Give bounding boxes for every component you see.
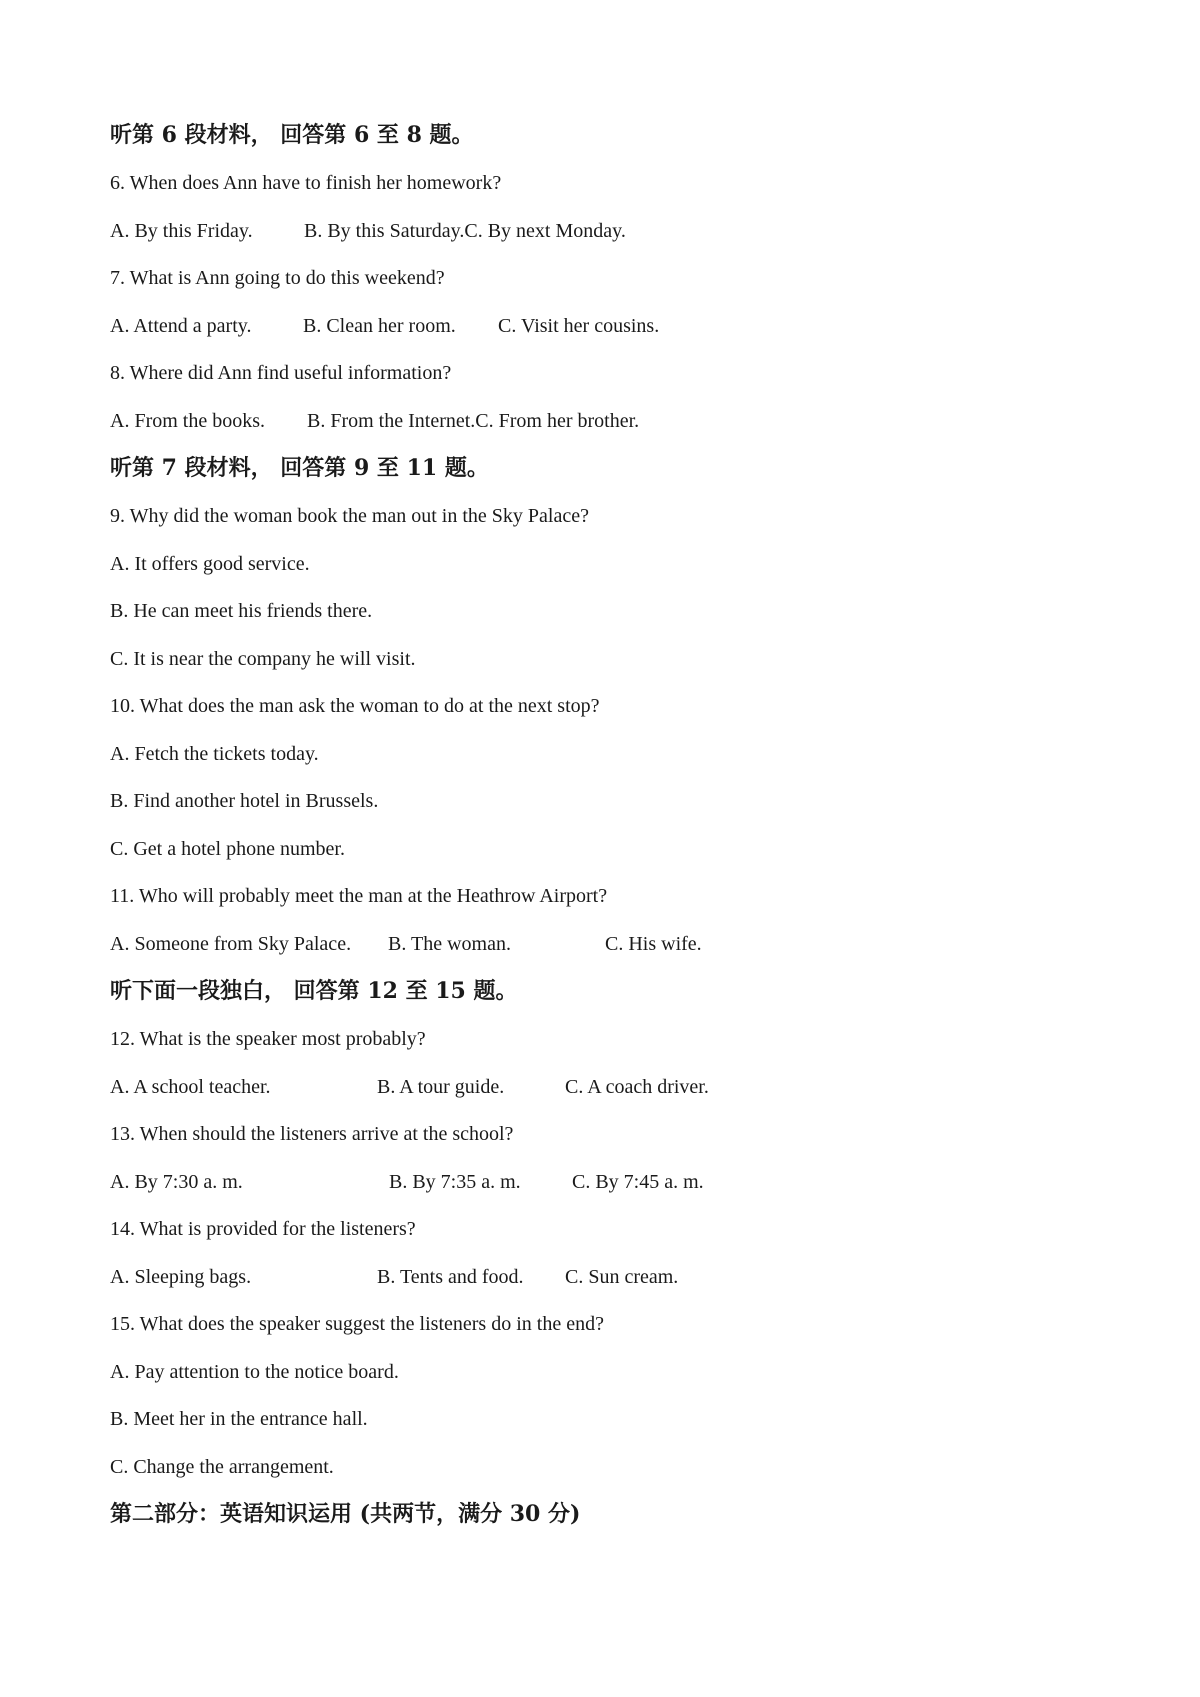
option-11-b: B. The woman.: [388, 933, 511, 955]
option-8-bc: B. From the Internet.C. From her brother.: [307, 410, 640, 432]
option-10-c: C. Get a hotel phone number.: [110, 838, 345, 860]
option-13-a: A. By 7:30 a. m.: [110, 1171, 243, 1193]
question-15: 15. What does the speaker suggest the listeners do in the end?: [110, 1313, 604, 1335]
question-14: 14. What is provided for the listeners?: [110, 1218, 416, 1240]
option-8-a: A. From the books.: [110, 410, 265, 432]
question-8-options: [110, 409, 710, 433]
option-12-a: A. A school teacher.: [110, 1076, 271, 1098]
option-9-c: C. It is near the company he will visit.: [110, 648, 416, 670]
question-9: 9. Why did the woman book the man out in the Sky Palace?: [110, 505, 589, 527]
option-11-c: C. His wife.: [605, 933, 702, 955]
option-7-a: A. Attend a party.: [110, 315, 252, 337]
question-13-options: [110, 1170, 750, 1194]
option-13-b: B. By 7:35 a. m.: [389, 1171, 521, 1193]
option-9-b: B. He can meet his friends there.: [110, 600, 373, 622]
option-7-b: B. Clean her room.: [303, 315, 456, 337]
section-heading-6: 听第 6 段材料， 回答第 6 至 8 题。: [110, 122, 474, 148]
option-6-a: A. By this Friday.: [110, 220, 253, 242]
question-12: 12. What is the speaker most probably?: [110, 1028, 426, 1050]
question-10: 10. What does the man ask the woman to do at the next stop?: [110, 695, 600, 717]
question-8: 8. Where did Ann find useful information?: [110, 362, 452, 384]
question-13: 13. When should the listeners arrive at the school?: [110, 1123, 514, 1145]
question-14-options: [110, 1265, 750, 1289]
option-13-c: C. By 7:45 a. m.: [572, 1171, 704, 1193]
option-10-b: B. Find another hotel in Brussels.: [110, 790, 379, 812]
option-10-a: A. Fetch the tickets today.: [110, 743, 319, 765]
option-11-a: A. Someone from Sky Palace.: [110, 933, 352, 955]
question-12-options: [110, 1075, 750, 1099]
question-7: 7. What is Ann going to do this weekend?: [110, 267, 445, 289]
option-14-b: B. Tents and food.: [377, 1266, 524, 1288]
question-11-options: [110, 932, 750, 956]
option-15-c: C. Change the arrangement.: [110, 1456, 334, 1478]
option-12-c: C. A coach driver.: [565, 1076, 709, 1098]
question-7-options: [110, 314, 710, 338]
option-6-bc: B. By this Saturday.C. By next Monday.: [304, 220, 626, 242]
option-14-a: A. Sleeping bags.: [110, 1266, 252, 1288]
option-15-b: B. Meet her in the entrance hall.: [110, 1408, 368, 1430]
option-7-c: C. Visit her cousins.: [498, 315, 660, 337]
option-15-a: A. Pay attention to the notice board.: [110, 1361, 399, 1383]
part-two-heading: 第二部分：英语知识运用 (共两节，满分 30 分): [110, 1501, 581, 1527]
section-heading-7: 听第 7 段材料， 回答第 9 至 11 题。: [110, 455, 489, 481]
option-12-b: B. A tour guide.: [377, 1076, 505, 1098]
question-11: 11. Who will probably meet the man at the Heathrow Airport?: [110, 885, 608, 907]
question-6-options: [110, 219, 710, 243]
question-6: 6. When does Ann have to finish her homework?: [110, 172, 502, 194]
section-heading-monologue: 听下面一段独白， 回答第 12 至 15 题。: [110, 978, 518, 1004]
option-14-c: C. Sun cream.: [565, 1266, 679, 1288]
option-9-a: A. It offers good service.: [110, 553, 310, 575]
